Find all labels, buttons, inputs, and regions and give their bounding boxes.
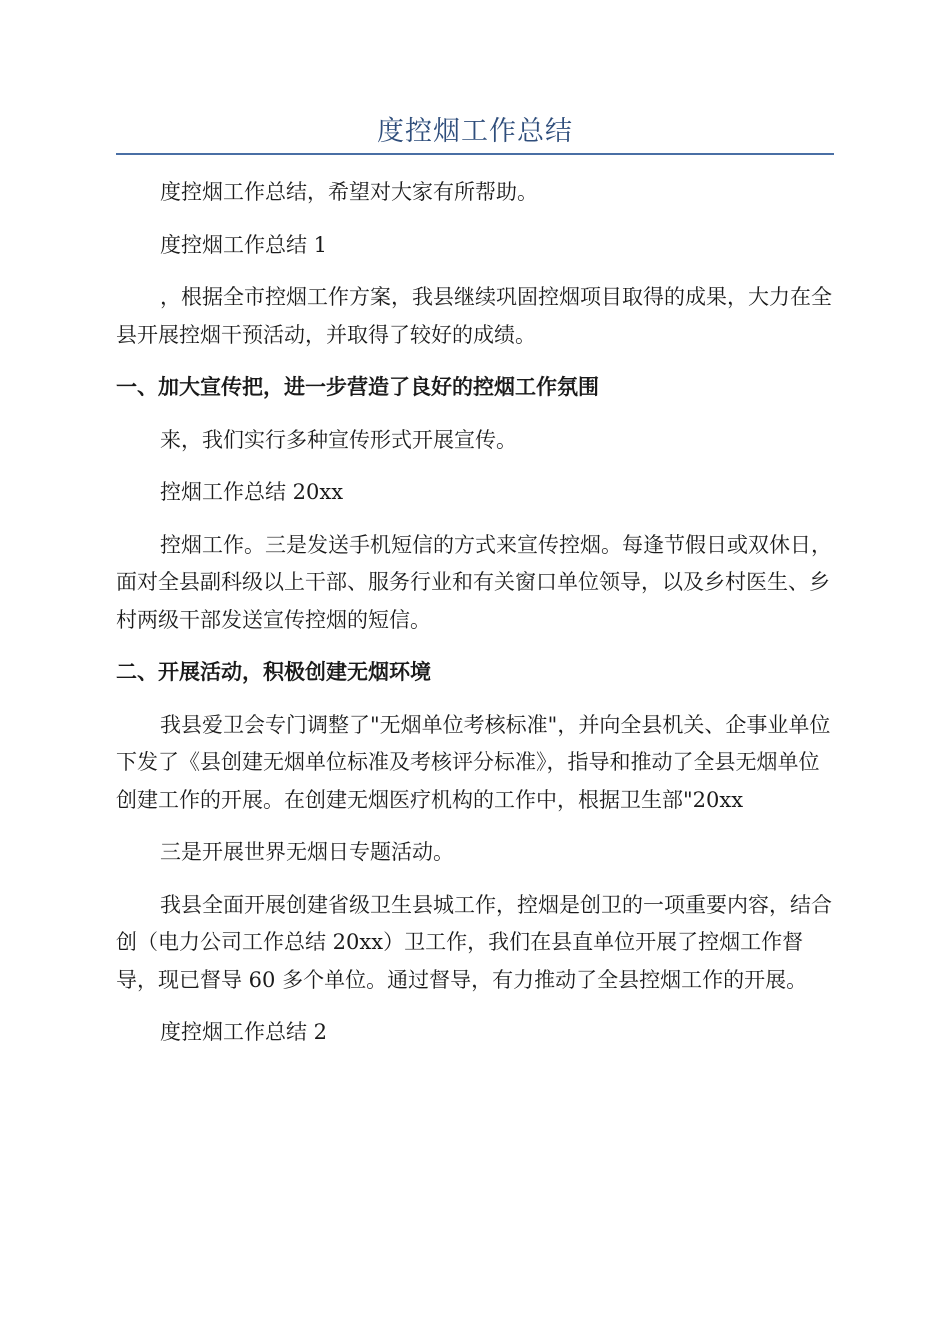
paragraph: 控烟工作。三是发送手机短信的方式来宣传控烟。每逢节假日或双休日，面对全县副科级以上干部、服务行业和有关窗口单位领导，以及乡村医生、乡村两级干部发送宣传控烟的短信。 [116, 532, 832, 632]
document-body [116, 174, 834, 1067]
paragraph: 三是开展世界无烟日专题活动。 [160, 840, 454, 864]
paragraph: 我县全面开展创建省级卫生县城工作，控烟是创卫的一项重要内容，结合创（电力公司工作总结 20xx）卫工作，我们在县直单位开展了控烟工作督导，现已督导 60 多个单位。通过督导，有力推动了全县控烟工作的开展。 [116, 892, 832, 992]
section-heading-1: 一、加大宣传把，进一步营造了良好的控烟工作氛围 [116, 375, 599, 399]
title-underline [116, 153, 834, 155]
paragraph: 控烟工作总结 20xx [160, 480, 344, 504]
section-label-1: 度控烟工作总结 1 [160, 232, 328, 257]
paragraph: ，根据全市控烟工作方案，我县继续巩固控烟项目取得的成果，大力在全县开展控烟干预活动，并取得了较好的成绩。 [116, 285, 832, 347]
intro-paragraph: 度控烟工作总结，希望对大家有所帮助。 [160, 180, 538, 204]
paragraph: 来，我们实行多种宣传形式开展宣传。 [160, 427, 517, 452]
section-heading-2: 二、开展活动，积极创建无烟环境 [116, 660, 431, 684]
paragraph: 我县爱卫会专门调整了"无烟单位考核标准"，并向全县机关、企事业单位下发了《县创建无烟单位标准及考核评分标准》，指导和推动了全县无烟单位创建工作的开展。在创建无烟医疗机构的工作中，根据卫生部"20xx [116, 712, 831, 812]
document-title: 度控烟工作总结 [377, 116, 573, 147]
section-label-2: 度控烟工作总结 2 [160, 1020, 328, 1044]
